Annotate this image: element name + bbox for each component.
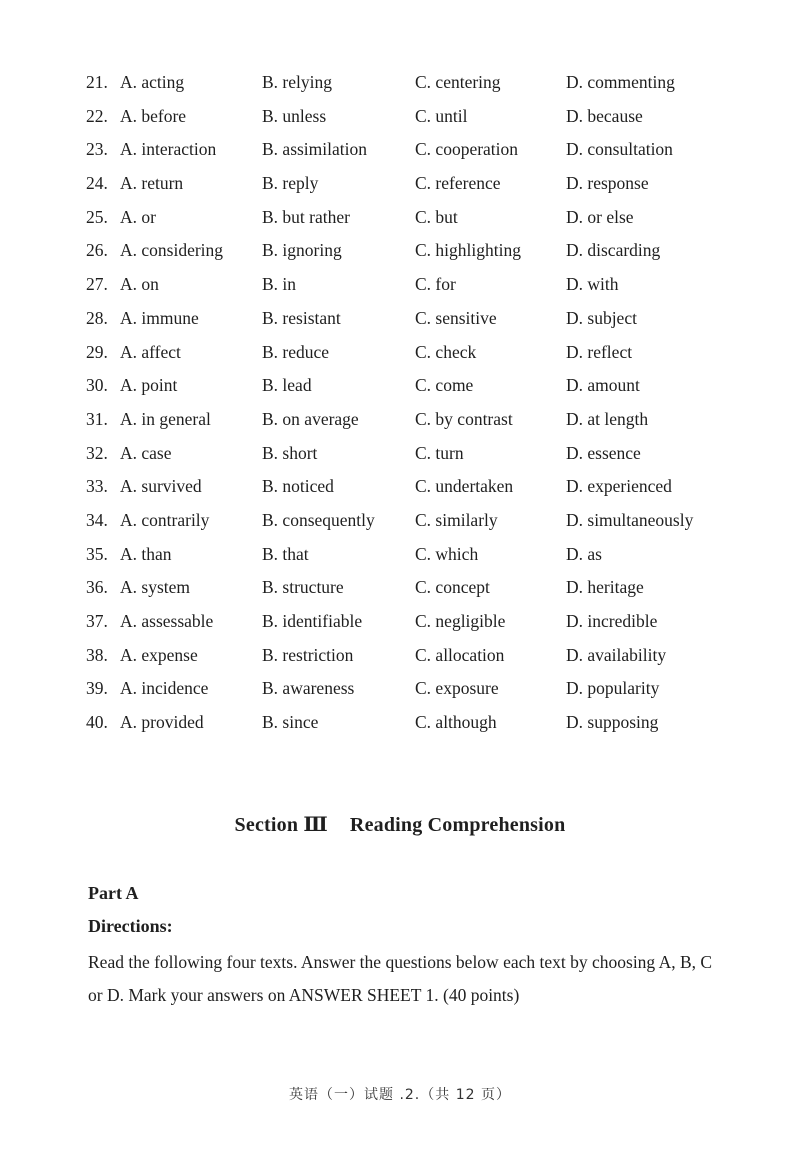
option-c: C. reference — [415, 173, 501, 194]
question-row — [0, 234, 800, 268]
question-row — [0, 268, 800, 302]
option-d: D. availability — [566, 644, 667, 665]
option-b: B. unless — [262, 105, 327, 126]
question-number: 24. — [86, 173, 108, 194]
option-c: C. exposure — [415, 678, 499, 699]
option-a: A. on — [120, 274, 159, 295]
option-c: C. sensitive — [415, 307, 497, 328]
option-b: B. lead — [262, 375, 312, 396]
question-row — [0, 605, 800, 639]
question-row — [0, 100, 800, 134]
option-c: C. although — [415, 712, 497, 733]
question-number: 32. — [86, 442, 108, 463]
question-number: 21. — [86, 72, 108, 92]
option-d: D. as — [566, 543, 602, 564]
section-name: Reading Comprehension — [349, 814, 566, 836]
option-d: D. or else — [566, 206, 634, 227]
option-a: A. affect — [120, 341, 181, 362]
question-row — [0, 571, 800, 605]
option-d: D. with — [566, 274, 619, 295]
question-row — [0, 706, 800, 740]
answer-options-list — [0, 66, 800, 740]
option-a: A. incidence — [120, 678, 209, 699]
option-a: A. acting — [120, 72, 185, 92]
option-a: A. point — [120, 375, 178, 396]
question-number: 31. — [86, 408, 108, 429]
directions-text: Read the following four texts. Answer the questions below each text by choosing A, B, C or D. Mark your answers on ANSWER SHEET 1. (40 points) — [88, 952, 713, 1005]
option-d: D. popularity — [566, 678, 660, 699]
option-c: C. negligible — [415, 611, 506, 631]
option-d: D. supposing — [566, 712, 659, 733]
question-number: 36. — [86, 577, 108, 598]
page-footer: 英语（一）试题 .2.（共 12 页） — [289, 1087, 511, 1103]
option-a: A. than — [120, 543, 172, 564]
question-number: 35. — [86, 543, 108, 564]
option-d: D. simultaneously — [566, 509, 694, 530]
option-d: D. experienced — [566, 476, 672, 497]
question-number: 34. — [86, 509, 108, 530]
question-row — [0, 504, 800, 538]
question-row — [0, 470, 800, 504]
option-c: C. allocation — [415, 644, 505, 665]
question-row — [0, 369, 800, 403]
option-b: B. resistant — [262, 307, 341, 328]
option-a: A. provided — [120, 712, 204, 733]
option-d: D. at length — [566, 408, 649, 429]
option-d: D. response — [566, 173, 649, 194]
option-c: C. by contrast — [415, 408, 513, 429]
question-row — [0, 336, 800, 370]
option-a: A. expense — [120, 644, 198, 665]
option-c: C. come — [415, 375, 474, 396]
question-number: 23. — [86, 139, 108, 160]
question-number: 33. — [86, 476, 108, 497]
part-title: Part A — [88, 883, 139, 903]
option-d: D. incredible — [566, 611, 658, 631]
option-c: C. for — [415, 274, 456, 295]
option-b: B. but rather — [262, 206, 350, 227]
option-b: B. relying — [262, 72, 332, 92]
option-b: B. noticed — [262, 476, 334, 497]
option-c: C. similarly — [415, 509, 498, 530]
option-a: A. interaction — [120, 139, 217, 160]
option-a: A. considering — [120, 240, 224, 261]
option-a: A. survived — [120, 476, 202, 497]
question-row — [0, 639, 800, 673]
question-row — [0, 201, 800, 235]
option-b: B. since — [262, 712, 319, 733]
question-number: 30. — [86, 375, 108, 396]
option-a: A. in general — [120, 408, 211, 429]
option-d: D. because — [566, 105, 643, 126]
question-row — [0, 133, 800, 167]
question-number: 37. — [86, 611, 108, 631]
question-row — [0, 403, 800, 437]
option-b: B. awareness — [262, 678, 355, 699]
option-a: A. before — [120, 105, 187, 126]
question-row — [0, 66, 800, 100]
option-d: D. reflect — [566, 341, 633, 362]
option-b: B. that — [262, 543, 309, 564]
section-title — [0, 812, 800, 837]
option-b: B. identifiable — [262, 611, 363, 631]
option-c: C. centering — [415, 72, 501, 92]
question-row — [0, 302, 800, 336]
option-c: C. concept — [415, 577, 490, 598]
question-row — [0, 538, 800, 572]
option-a: A. assessable — [120, 611, 214, 631]
question-row — [0, 437, 800, 471]
option-a: A. system — [120, 577, 190, 598]
option-d: D. commenting — [566, 72, 675, 92]
option-d: D. discarding — [566, 240, 661, 261]
option-a: A. immune — [120, 307, 199, 328]
question-number: 25. — [86, 206, 108, 227]
option-a: A. case — [120, 442, 172, 463]
option-a: A. or — [120, 206, 156, 227]
question-row — [0, 167, 800, 201]
option-c: C. but — [415, 206, 458, 227]
option-c: C. turn — [415, 442, 464, 463]
question-number: 28. — [86, 307, 108, 328]
option-b: B. reply — [262, 173, 319, 194]
option-b: B. structure — [262, 577, 344, 598]
option-b: B. short — [262, 442, 318, 463]
question-number: 26. — [86, 240, 108, 261]
section-number: Section Ⅲ — [234, 814, 328, 836]
option-c: C. until — [415, 105, 468, 126]
option-d: D. essence — [566, 442, 641, 463]
option-a: A. return — [120, 173, 184, 194]
option-b: B. restriction — [262, 644, 354, 665]
question-number: 38. — [86, 644, 108, 665]
option-c: C. check — [415, 341, 477, 362]
directions-label: Directions: — [88, 916, 173, 936]
question-number: 27. — [86, 274, 108, 295]
option-b: B. ignoring — [262, 240, 342, 261]
question-number: 29. — [86, 341, 108, 362]
question-number: 22. — [86, 105, 108, 126]
option-b: B. consequently — [262, 509, 375, 530]
option-b: B. in — [262, 274, 297, 295]
option-d: D. consultation — [566, 139, 673, 160]
option-c: C. cooperation — [415, 139, 519, 160]
option-d: D. subject — [566, 307, 637, 328]
option-b: B. assimilation — [262, 139, 367, 160]
option-b: B. on average — [262, 408, 359, 429]
option-c: C. which — [415, 543, 479, 564]
question-row — [0, 672, 800, 706]
option-d: D. heritage — [566, 577, 644, 598]
option-a: A. contrarily — [120, 509, 210, 530]
option-c: C. undertaken — [415, 476, 514, 497]
option-b: B. reduce — [262, 341, 330, 362]
question-number: 40. — [86, 712, 108, 733]
question-number: 39. — [86, 678, 108, 699]
option-d: D. amount — [566, 375, 640, 396]
option-c: C. highlighting — [415, 240, 521, 261]
